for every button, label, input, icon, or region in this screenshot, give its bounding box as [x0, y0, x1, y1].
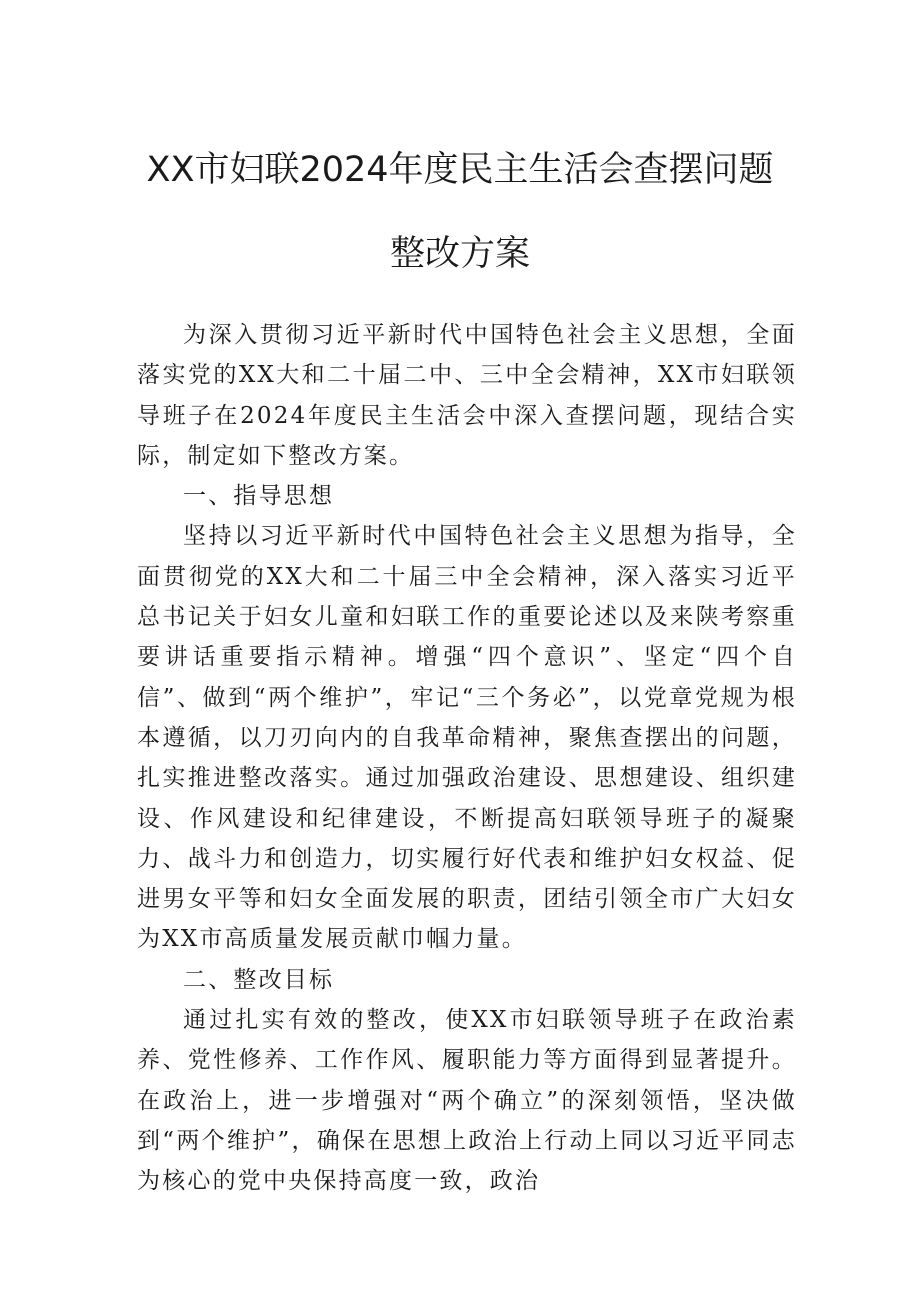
section-heading-guiding-ideology: 一、指导思想 — [183, 483, 335, 510]
document-title-line-2: 整改方案 — [389, 234, 530, 274]
guiding-ideology-paragraph: 坚持以习近平新时代中国特色社会主义思想为指导，全面贯彻党的XX大和二十届三中全会精神，深入落实习近平总书记关于妇女儿童和妇联工作的重要论述以及来陕考察重要讲话重要指示精神。增强“四个意识”、坚定“四个自信”、做到“两个维护”，牢记“三个务必”，以党章党规为根本遵循，以刀刃向内的自我革命精神，聚焦查摆出的问题，扎实推进整改落实。通过加强政治建设、思想建设、组织建设、作风建设和纪律建设，不断提高妇联领导班子的凝聚力、战斗力和创造力，切实履行好代表和维护妇女权益、促进男女平等和妇女全面发展的职责，团结引领全市广大妇女为XX市高质量发展贡献巾帼力量。 — [137, 523, 797, 953]
document-body — [137, 315, 797, 1202]
document-title-line-1: XX市妇联2024年度民主生活会查摆问题 — [146, 150, 774, 190]
rectification-goals-paragraph: 通过扎实有效的整改，使XX市妇联领导班子在政治素养、党性修养、工作作风、履职能力等方面得到显著提升。在政治上，进一步增强对“两个确立”的深刻领悟，坚决做到“两个维护”，确保在思想上政治上行动上同以习近平同志为核心的党中央保持高度一致，政治 — [137, 1007, 797, 1195]
section-heading-rectification-goals: 二、整改目标 — [183, 966, 335, 993]
intro-paragraph: 为深入贯彻习近平新时代中国特色社会主义思想，全面落实党的XX大和二十届二中、三中全会精神，XX市妇联领导班子在2024年度民主生活会中深入查摆问题，现结合实际，制定如下整改方案。 — [137, 322, 797, 469]
